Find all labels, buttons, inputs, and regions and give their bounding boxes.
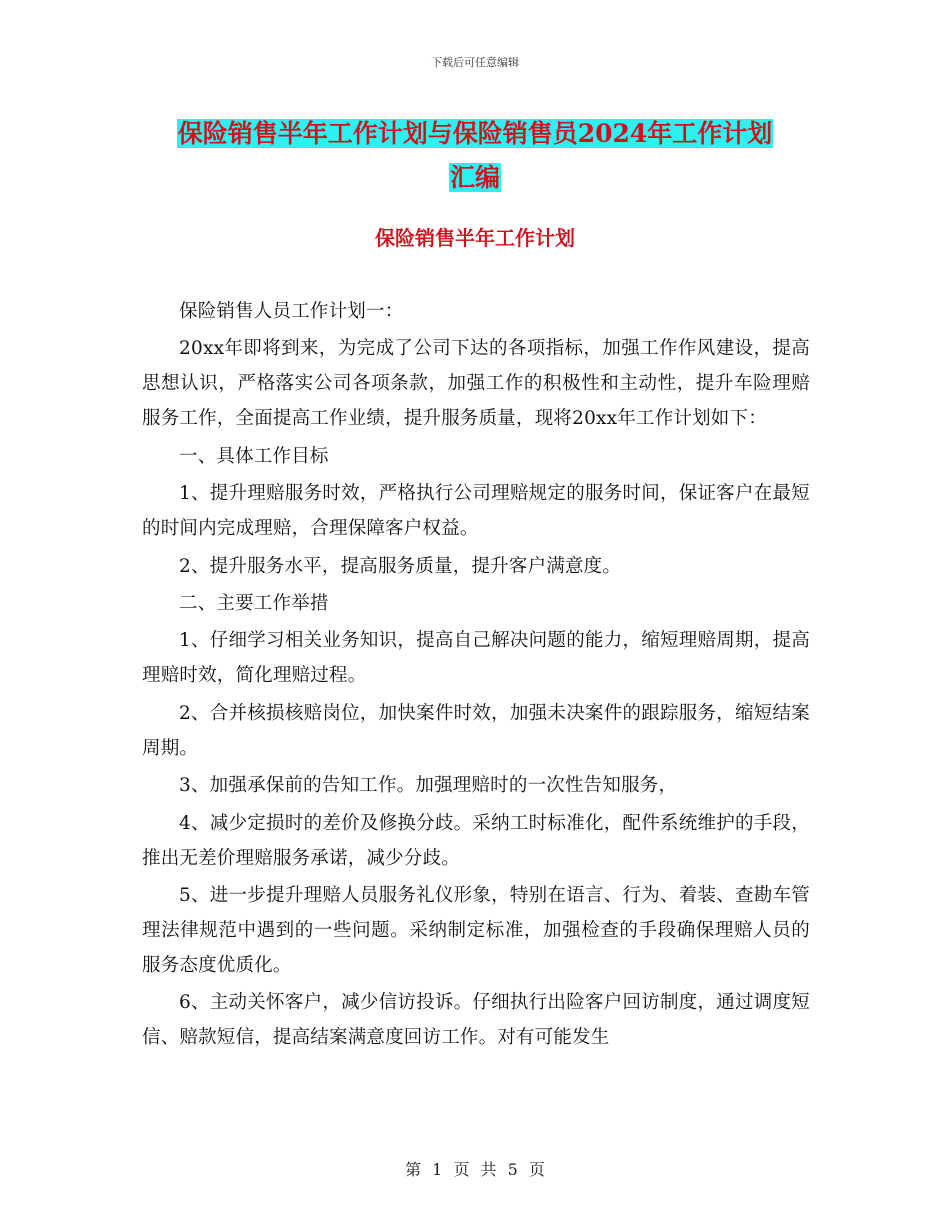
paragraph: 1、提升理赔服务时效，严格执行公司理赔规定的服务时间，保证客户在最短的时间内完成理赔，合理保障客户权益。: [142, 483, 810, 540]
title-line-2: 汇编: [449, 163, 500, 192]
paragraph: 保险销售人员工作计划一：: [179, 301, 404, 322]
paragraph: 3、加强承保前的告知工作。加强理赔时的一次性告知服务，: [179, 775, 678, 797]
page-header: 下载后可任意编辑: [431, 56, 519, 69]
paragraph: 一、具体工作目标: [179, 445, 329, 467]
paragraph: 6、主动关怀客户，减少信访投诉。仔细执行出险客户回访制度，通过调度短信、赔款短信，提高结案满意度回访工作。对有可能发生: [142, 992, 810, 1049]
paragraph: 20xx年即将到来，为完成了公司下达的各项指标，加强工作作风建设，提高思想认识，严格落实公司各项条款，加强工作的积极性和主动性，提升车险理赔服务工作，全面提高工作业绩，提升服务质量，现将20xx年工作计划如下：: [142, 338, 810, 430]
paragraph: 二、主要工作举措: [179, 592, 329, 614]
document-title: [140, 112, 810, 200]
paragraph: 1、仔细学习相关业务知识，提高自己解决问题的能力，缩短理赔周期，提高理赔时效，简化理赔过程。: [142, 630, 810, 687]
paragraph: 4、减少定损时的差价及修换分歧。采纳工时标准化，配件系统维护的手段，推出无差价理赔服务承诺，减少分歧。: [142, 812, 810, 869]
paragraph: 2、提升服务水平，提高服务质量，提升客户满意度。: [179, 555, 622, 577]
paragraph: 5、进一步提升理赔人员服务礼仪形象，特别在语言、行为、着装、查勘车管理法律规范中遇到的一些问题。采纳制定标准，加强检查的手段确保理赔人员的服务态度优质化。: [142, 884, 810, 976]
title-line-1: 保险销售半年工作计划与保险销售员2024年工作计划: [177, 119, 773, 148]
body-text: [142, 294, 810, 1058]
paragraph: 2、合并核损核赔岗位，加快案件时效，加强未决案件的跟踪服务，缩短结案周期。: [142, 702, 810, 759]
section-title: 保险销售半年工作计划: [375, 226, 575, 250]
page-footer: 第 1 页 共 5 页: [405, 1160, 545, 1179]
